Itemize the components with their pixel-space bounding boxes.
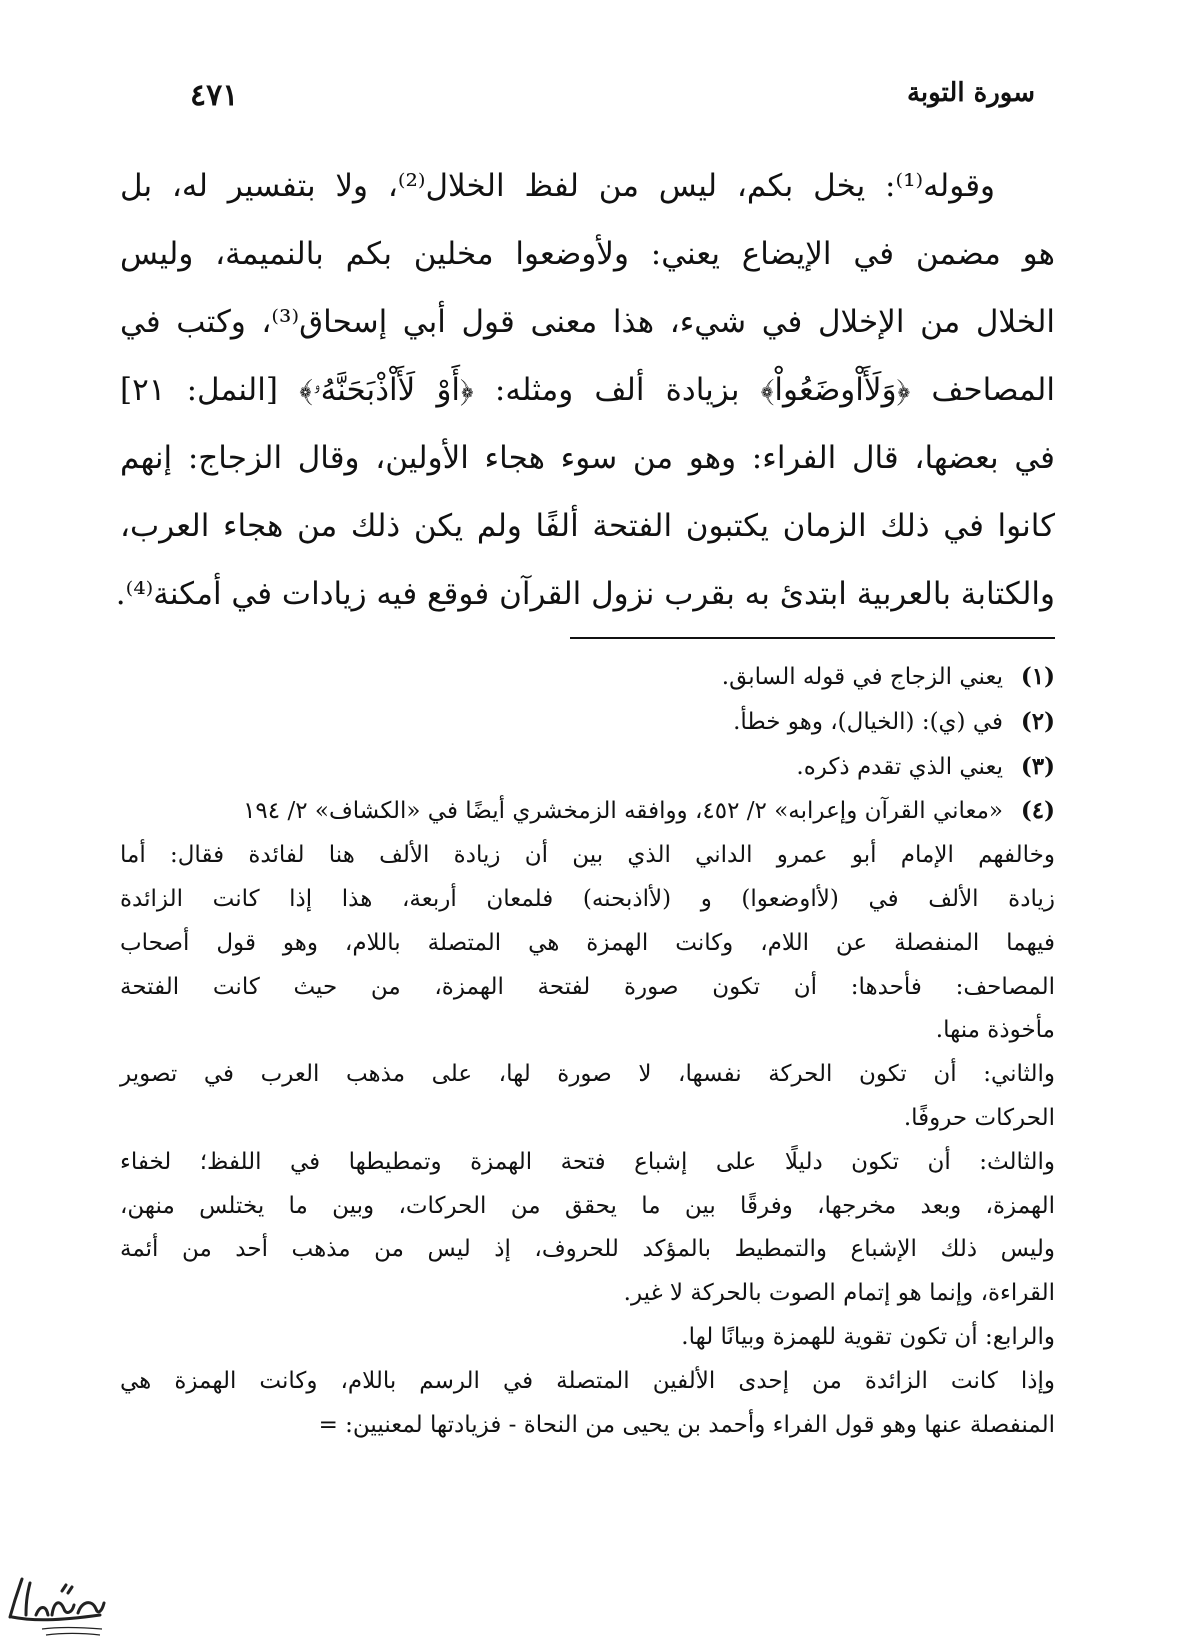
main-line: المصاحف ﴿وَلَأَاْوضَعُواْ﴾ بزيادة ألف ومثله: ﴿أَوْ لَأَاْذْبَحَنَّهُۥ﴾ [النمل: ٢١] [120, 372, 1055, 408]
watermark-logo [2, 1565, 112, 1645]
footnote-line: فيهما المنفصلة عن اللام، وكانت الهمزة هي المتصلة باللام، وهو قول أصحاب [120, 929, 1055, 956]
footnote-line: المنفصلة عنها وهو قول الفراء وأحمد بن يحيى من النحاة - فزيادتها لمعنيين: = [318, 1411, 1055, 1438]
footnote-line: والرابع: أن تكون تقوية للهمزة وبيانًا لها. [681, 1323, 1055, 1350]
footnote-line: وخالفهم الإمام أبو عمرو الداني الذي بين أن زيادة الألف هنا لفائدة فقال: أما [120, 842, 1055, 869]
footnote-text: في (ي): (الخيال)، وهو خطأ. [733, 708, 1003, 735]
main-line: كانوا في ذلك الزمان يكتبون الفتحة ألفًا ولم يكن ذلك من هجاء العرب، [120, 508, 1055, 544]
footnote-number: (٢) [1020, 707, 1055, 735]
footnote-line: وإذا كانت الزائدة من إحدى الألفين المتصلة في الرسم باللام، وكانت الهمزة هي [120, 1367, 1055, 1394]
footnote-line: الهمزة، وبعد مخرجها، وفرقًا بين ما يحقق من الحركات، وبين ما يختلس منهن، [120, 1192, 1055, 1219]
footnotes [120, 655, 1055, 1447]
main-line: والكتابة بالعربية ابتدئ به بقرب نزول القرآن فوقع فيه زيادات في أمكنة⁽⁴⁾. [115, 576, 1055, 612]
footnote-text: «معاني القرآن وإعرابه» ٢/ ٤٥٢، ووافقه الزمخشري أيضًا في «الكشاف» ٢/ ١٩٤ [243, 798, 1003, 825]
page-header [190, 78, 1035, 128]
footnote-number: (٣) [1020, 752, 1055, 780]
footnote-text: يعني الزجاج في قوله السابق. [721, 664, 1003, 690]
footnote-3 [120, 745, 1055, 790]
footnote-separator [570, 637, 1055, 639]
footnote-4 [120, 789, 1055, 834]
main-text [115, 152, 1055, 628]
footnote-line: زيادة الألف في (لأاوضعوا) و (لأاذبحنه) فلمعان أربعة، هذا إذا كانت الزائدة [120, 885, 1055, 912]
footnote-line: القراءة، وإنما هو إتمام الصوت بالحركة لا غير. [623, 1280, 1055, 1307]
footnote-line: الحركات حروفًا. [903, 1104, 1055, 1131]
page-number: ٤٧١ [190, 78, 239, 113]
footnote-1 [120, 655, 1055, 700]
main-line: الخلال من الإخلال في شيء، هذا معنى قول أبي إسحاق⁽³⁾، وكتب في [120, 304, 1055, 340]
footnote-line: وليس ذلك الإشباع والتمطيط بالمؤكد للحروف، إذ ليس من مذهب أحد من أئمة [120, 1236, 1055, 1263]
footnote-text: يعني الذي تقدم ذكره. [796, 753, 1003, 780]
main-line: وقوله⁽¹⁾: يخل بكم، ليس من لفظ الخلال⁽²⁾، ولا بتفسير له، بل [120, 168, 995, 204]
footnote-line: والثاني: أن تكون الحركة نفسها، لا صورة لها، على مذهب العرب في تصوير [120, 1061, 1055, 1088]
main-line: في بعضها، قال الفراء: وهو من سوء هجاء الأولين، وقال الزجاج: إنهم [120, 440, 1055, 476]
main-line: هو مضمن في الإيضاع يعني: ولأوضعوا مخلين بكم بالنميمة، وليس [120, 236, 1055, 272]
footnote-2 [120, 700, 1055, 745]
footnote-line: مأخوذة منها. [935, 1017, 1055, 1044]
footnote-line: المصاحف: فأحدها: أن تكون صورة لفتحة الهمزة، من حيث كانت الفتحة [120, 973, 1055, 1000]
surah-title: سورة التوبة [906, 78, 1035, 108]
footnote-number: (٤) [1020, 797, 1055, 825]
footnote-number: (١) [1020, 663, 1055, 690]
footnote-line: والثالث: أن تكون دليلًا على إشباع فتحة الهمزة وتمطيطها في اللفظ؛ لخفاء [120, 1148, 1055, 1175]
